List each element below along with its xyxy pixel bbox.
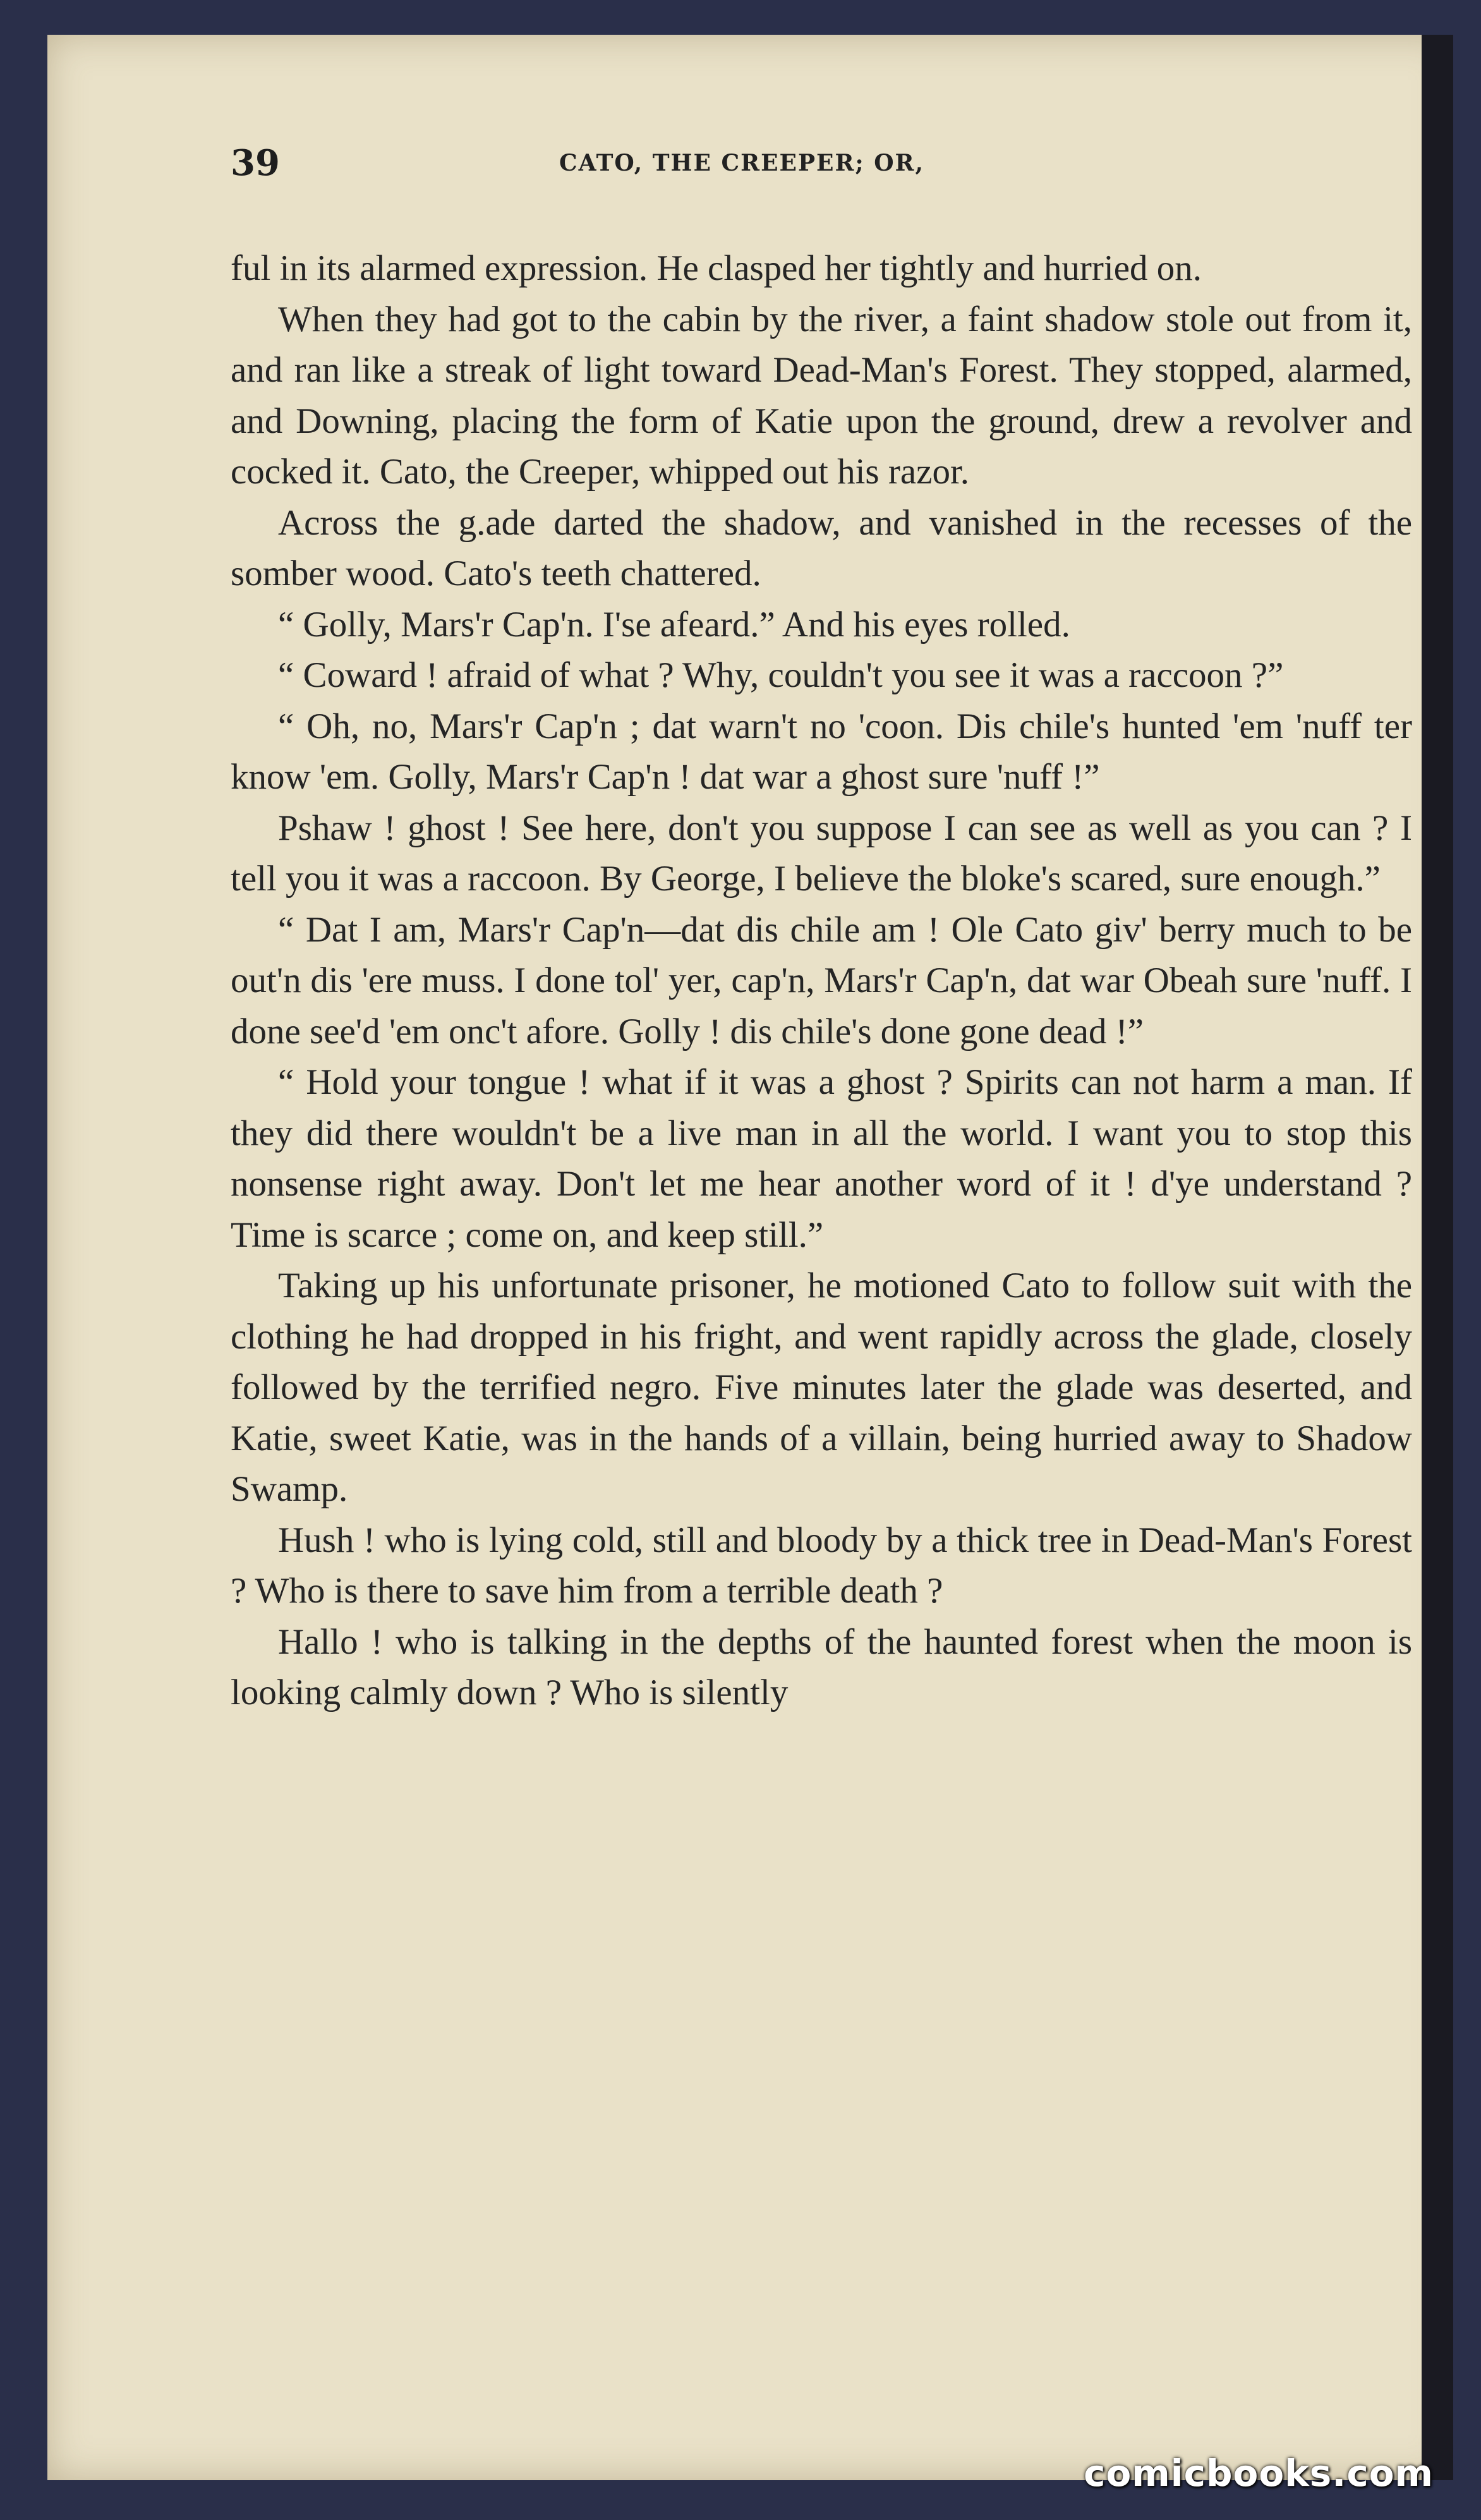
paragraph: “ Coward ! afraid of what ? Why, couldn't you see it was a raccoon ?” <box>278 655 1284 695</box>
watermark: comicbooks.com <box>1084 2452 1434 2495</box>
paragraph: Taking up his unfortunate prisoner, he motioned Cato to follow suit with the clothing he had dropped in his fright, and went rapidly across the glade, closely followed by the terrified negro. Five minutes later the glade was deserted, and Katie, sweet Katie, was in the hands of a villain, being hurried away to Shadow Swamp. <box>231 1266 1412 1509</box>
paragraph: Across the g.ade darted the shadow, and vanished in the recesses of the somber wood. Cato's teeth chattered. <box>231 502 1412 593</box>
book-spine <box>1422 35 1453 2480</box>
paragraph: ful in its alarmed expression. He clasped her tightly and hurried on. <box>231 248 1202 288</box>
paragraph: “ Golly, Mars'r Cap'n. I'se afeard.” And his eyes rolled. <box>278 604 1070 645</box>
body-text <box>231 243 1412 1719</box>
running-head: CATO, THE CREEPER; OR, <box>559 150 925 176</box>
paragraph: “ Oh, no, Mars'r Cap'n ; dat warn't no 'coon. Dis chile's hunted 'em 'nuff ter know 'em. Golly, Mars'r Cap'n ! dat war a ghost sure 'nuff !” <box>231 706 1412 797</box>
paragraph: When they had got to the cabin by the river, a faint shadow stole out from it, and ran like a streak of light toward Dead-Man's Forest. They stopped, alarmed, and Downing, placing the form of Katie upon the ground, drew a revolver and cocked it. Cato, the Creeper, whipped out his razor. <box>231 299 1412 492</box>
paragraph: “ Hold your tongue ! what if it was a ghost ? Spirits can not harm a man. If they did there wouldn't be a live man in all the world. I want you to stop this nonsense right away. Don't let me hear another word of it ! d'ye understand ? Time is scarce ; come on, and keep still.” <box>231 1062 1412 1255</box>
paragraph: “ Dat I am, Mars'r Cap'n—dat dis chile am ! Ole Cato giv' berry much to be out'n dis 'ere muss. I done tol' yer, cap'n, Mars'r Cap'n, dat war Obeah sure 'nuff. I done see'd 'em onc't afore. Golly ! dis chile's done gone dead !” <box>231 909 1412 1051</box>
paragraph: Hallo ! who is talking in the depths of the haunted forest when the moon is looking calmly down ? Who is silently <box>231 1621 1412 1712</box>
paragraph: Hush ! who is lying cold, still and bloody by a thick tree in Dead-Man's Forest ? Who is there to save him from a terrible death ? <box>231 1520 1412 1611</box>
page-header <box>231 142 1273 193</box>
page-number: 39 <box>231 142 280 184</box>
paragraph: Pshaw ! ghost ! See here, don't you suppose I can see as well as you can ? I tell you it was a raccoon. By George, I believe the bloke's scared, sure enough.” <box>231 808 1412 899</box>
